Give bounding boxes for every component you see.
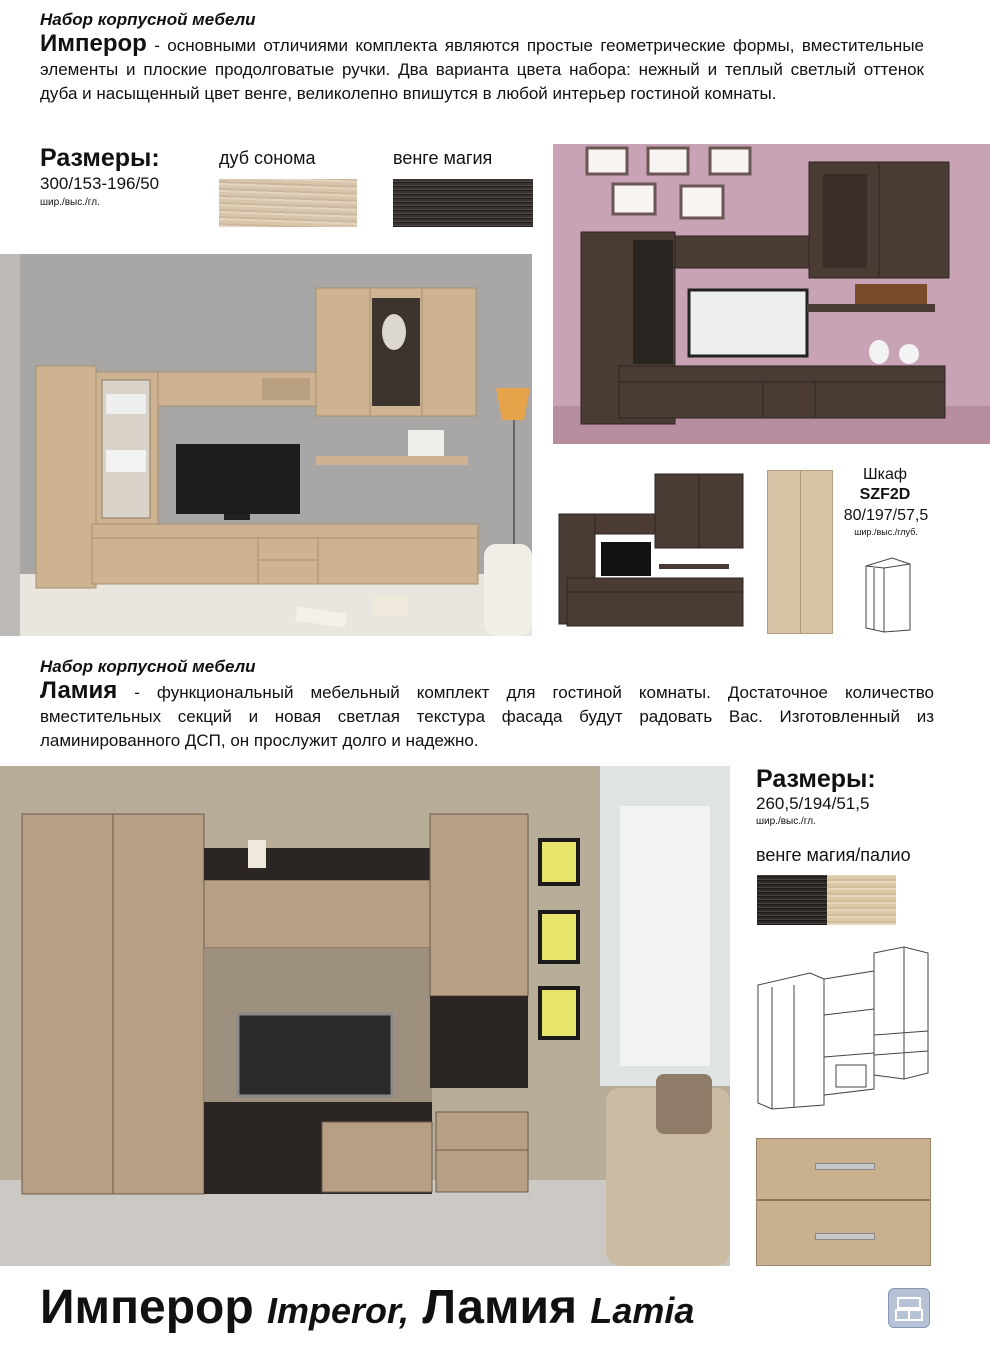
section1-name: Имперор [40,30,147,57]
wardrobe-dimensions: 80/197/57,5 [843,507,929,524]
wardrobe-model: SZF2D [859,486,911,503]
section2-dimensions: 260,5/194/51,5 [756,794,870,813]
wardrobe-line-drawing [858,556,918,634]
swatch-label-oak: дуб сонома [219,148,316,168]
section2-intro [40,679,934,753]
wardrobe-szf2d-photo [767,470,833,634]
section1-description: - основными отличиями комплекта являются простые геометрические формы, вместительные элементы и плоские продолговатые ручки. Два варианта цвета набора: нежный и теплый светлый оттенок дуба и насыщенный цвет венге, великолепно впишутся в любой интерьер гостиной комнаты. [40,36,924,103]
swatch-palio [827,875,896,925]
section2-description: - функциональный мебельный комплект для гостиной комнаты. Достаточное количество вместительных секций и новая светлая текстура фасада будут радовать Вас. Изготовленный из ламинированного ДСП, он прослужит долго и надежно. [40,683,934,750]
footer-title-en-2: Lamia [590,1290,695,1331]
section2-sizes-label: Размеры: [756,765,876,793]
imperor-wenge-thumbnail [555,470,746,635]
imperor-wenge-photo [553,144,990,444]
section1-kicker: Набор корпусной мебели [40,10,256,29]
footer-title-ru-2: Ламия [422,1281,577,1334]
furniture-category-icon [888,1288,930,1328]
section1-dimensions-note: шир./выс./гл. [40,197,100,208]
section1-intro [40,32,924,106]
imperor-oak-photo [0,254,532,636]
lamia-line-drawing [754,945,934,1110]
wardrobe-dimensions-note: шир./выс./глуб. [854,527,918,537]
swatch-oak-sonoma [219,179,357,227]
swatch-label-wenge: венге магия [393,148,493,168]
footer-title-en-1: Imperor, [267,1290,410,1331]
section1-sizes-label: Размеры: [40,144,160,172]
swatch-wenge-magic [393,179,533,227]
lamia-photo [0,766,730,1266]
section2-kicker: Набор корпусной мебели [40,657,256,676]
section2-name: Ламия [40,677,118,704]
footer-title [40,1280,694,1335]
section2-swatch-label: венге магия/палио [756,845,911,865]
footer-title-ru-1: Имперор [40,1281,254,1334]
lamia-drawers-closeup [756,1138,931,1266]
wardrobe-label: Шкаф [862,466,908,483]
section1-dimensions: 300/153-196/50 [40,174,160,193]
section2-dimensions-note: шир./выс./гл. [756,816,816,827]
swatch-wenge-magic-2 [757,875,827,925]
